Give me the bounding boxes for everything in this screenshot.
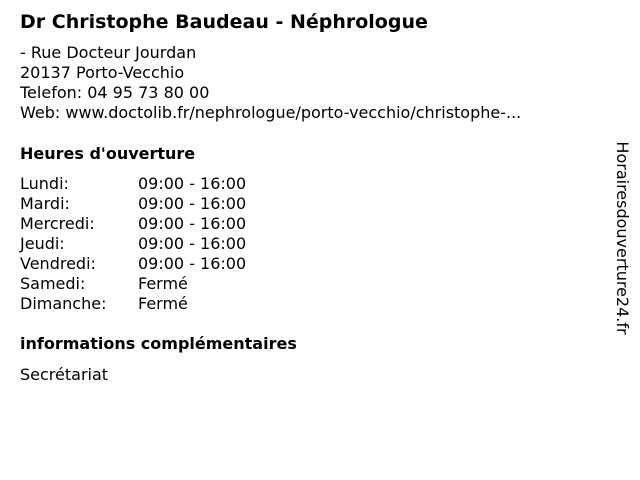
page-title: Dr Christophe Baudeau - Néphrologue — [20, 11, 428, 33]
hours-row-wednesday — [20, 214, 246, 234]
time-value: Fermé — [138, 294, 188, 313]
website-link[interactable]: Web: www.doctolib.fr/nephrologue/porto-vecchio/christophe-... — [20, 103, 522, 122]
opening-hours-heading: Heures d'ouverture — [20, 144, 196, 163]
day-label: Mardi: — [20, 194, 70, 213]
street-address: - Rue Docteur Jourdan — [20, 43, 197, 62]
site-watermark: Horairesdouverture24.fr — [613, 141, 632, 335]
time-value: 09:00 - 16:00 — [138, 194, 247, 213]
day-label: Jeudi: — [20, 234, 65, 253]
day-label: Lundi: — [20, 174, 69, 193]
additional-info-heading: informations complémentaires — [20, 334, 297, 353]
time-value: 09:00 - 16:00 — [138, 214, 247, 233]
hours-row-saturday — [20, 274, 246, 294]
day-label: Vendredi: — [20, 254, 96, 273]
day-label: Dimanche: — [20, 294, 107, 313]
additional-info-text: Secrétariat — [20, 365, 109, 384]
hours-row-friday — [20, 254, 246, 274]
address-block — [20, 43, 521, 123]
opening-hours-list — [20, 174, 246, 314]
day-label: Mercredi: — [20, 214, 95, 233]
time-value: 09:00 - 16:00 — [138, 174, 247, 193]
hours-row-monday — [20, 174, 246, 194]
phone-number: Telefon: 04 95 73 80 00 — [20, 83, 210, 102]
city-address: 20137 Porto-Vecchio — [20, 63, 185, 82]
time-value: 09:00 - 16:00 — [138, 234, 247, 253]
hours-row-tuesday — [20, 194, 246, 214]
time-value: Fermé — [138, 274, 188, 293]
time-value: 09:00 - 16:00 — [138, 254, 247, 273]
hours-row-sunday — [20, 294, 246, 314]
day-label: Samedi: — [20, 274, 86, 293]
hours-row-thursday — [20, 234, 246, 254]
